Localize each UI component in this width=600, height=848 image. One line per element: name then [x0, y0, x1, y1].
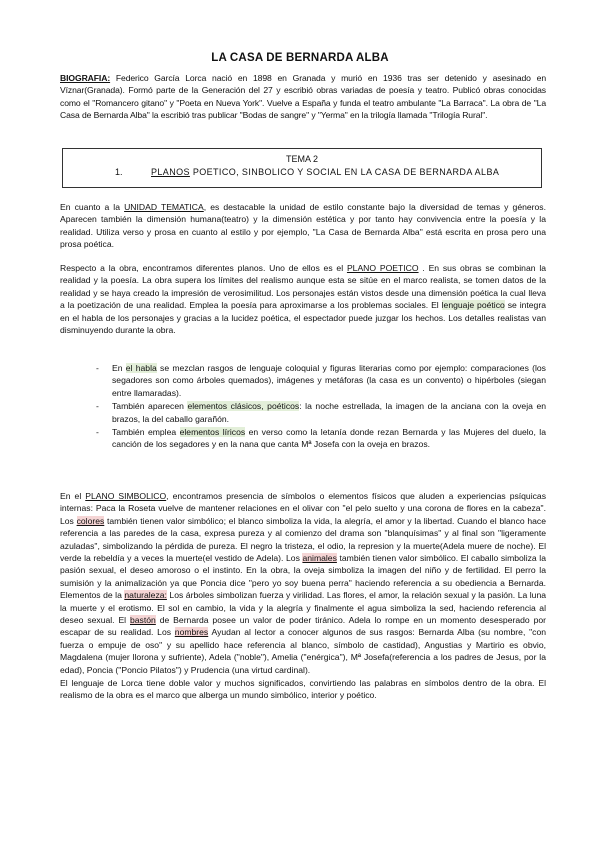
underlined-term: PLANO SIMBOLICO [85, 491, 167, 501]
text-run: se integra en el habla de los personajes y gracias a la lucidez poética, el espectador puede juzgar los hechos. Los detalles realistas van disminuyendo durante la obra. [60, 300, 546, 336]
biography-label: BIOGRAFIA: [60, 73, 111, 83]
highlighted-term: animales [302, 553, 337, 564]
paragraph-conclusion: El lenguaje de Lorca tiene doble valor y muchos significados, convirtiendo las palabras en símbolos dentro de la obra. El realismo de la obra es el marco que alberga un mundo simbólico, interior y poético. [60, 678, 546, 701]
text-run: de Bernarda posee un valor de poder tiránico. Adela lo rompe en un momento desesperado por escapar de su realidad. Los [60, 615, 546, 638]
bullet-dash: - [96, 363, 99, 373]
topic-subtitle-underlined: PLANOS [151, 167, 190, 177]
topic-subtitle-rest: POETICO, SINBOLICO Y SOCIAL EN LA CASA DE BERNARDA ALBA [189, 167, 500, 177]
text-run: También aparecen [112, 401, 188, 412]
underlined-term: PLANO POETICO [346, 263, 419, 273]
text-run: Ayudan al lector a conocer algunos de sus rasgos: Bernarda Alba (su nombre, "con fuerza o empuje de oso" y su apellido hace referencia al blanco, símbolo de castidad), Angustias y Martirio es obvio, Magdalena (mujer llorona y sufriente), Adela ("noble"), Amelia ("enérgica"), Mª Josefa(referencia a los padres de Jesus, por la edad), Poncia ("Poncio Pilatos") y Prudencia (una virtud cardinal). [60, 627, 546, 675]
text-run: En el [60, 491, 86, 501]
list-item [96, 362, 546, 399]
text-run: También emplea [112, 427, 180, 438]
topic-heading: TEMA 2 [285, 154, 318, 164]
text-run: también tienen valor simbólico. El caballo simboliza la pasión sexual, el deseo amoroso o el instinto. En la obra, la oveja simboliza la imagen del niño y de fertilidad. El perro la sumisión y la animalización ya que Poncia dice "pero yo soy buena perra" haciendo referencia a su obediencia a Bernarda. Elementos de la [60, 553, 546, 601]
paragraph-plano-simbolico [60, 490, 546, 676]
biography-paragraph [60, 72, 546, 122]
text-run: también tienen valor simbólico; el blanco simboliza la vida, la alegría, el amor y la libertad. Cuando el blanco hace referencia a las paredes de la casa, expresa pureza y al comienzo del drama son "blanquísimas" y al final son "ligeramente azuladas", simbolizando la pérdida de pureza. El negro la tristeza, el odio, la represion y la muerte(Adela muere de noche). El verde la rebeldía y a veces la muerte(el vestido de Adela). Los [60, 515, 546, 564]
text-run: se mezclan rasgos de lenguaje coloquial y figuras literarias como por ejemplo: comparaciones (los segadores son como árboles quemados), imágenes y metáforas (la casa es un convento) o hipérboles (siegan entre llamaradas). [112, 363, 546, 398]
text-run: Los árboles simbolizan fuerza y virilidad. Las flores, el amor, la relación sexual y la pasión. La luna la muerte y el erotismo. El sol en cambio, la vida y la alegría y finalmente el agua simboliza la sed, haciendo referencia al deseo sexual. El [60, 590, 547, 626]
biography-text: Federico García Lorca nació en 1898 en Granada y murió en 1936 tras ser detenido y asesinado en Víznar(Granada). Formó parte de la Generación del 27 y escribió obras variadas de poesía y teatro. Publicó obras conocidas como el "Romancero gitano" y "Poeta en Nueva York". Vuelve a España y funda el teatro ambulante "La Barraca". La obra de "La Casa de Bernarda Alba" la escribió tras publicar "Bodas de sangre" y "Yerma" en la trilogía llamada "Trilogía Rural". [60, 73, 546, 121]
list-item [96, 426, 546, 451]
text-run: , es destacable la unidad de estilo constante bajo la diversidad de temas y géneros. Aparecen también la dimensión humana(teatro) y la dimensión estética y por tanto hay convivencia entre la poesía y la realidad. Utiliza verso y prosa en cuanto al estilo y por ejemplo, "La Casa de Bernarda Alba" está escrita en prosa pero una prosa poética. [60, 202, 546, 250]
document-title: LA CASA DE BERNARDA ALBA [211, 52, 389, 64]
paragraph-unidad-tematica [60, 201, 546, 251]
paragraph-plano-poetico [60, 262, 546, 336]
bullet-dash: - [96, 427, 99, 438]
highlighted-term: elementos clásicos, poéticos [187, 401, 300, 412]
text-run: En [112, 363, 126, 373]
highlighted-term: colores [76, 515, 105, 526]
highlighted-term: bastón [130, 615, 156, 626]
text-run: Respecto a la obra, encontramos diferentes planos. Uno de ellos es el [60, 263, 347, 273]
bullet-dash: - [96, 401, 99, 412]
highlighted-term: lenguaje poético [441, 300, 505, 311]
highlighted-term: el habla [125, 363, 157, 373]
highlighted-term: nombres [174, 627, 209, 638]
underlined-term: UNIDAD TEMATICA [124, 202, 204, 212]
bullet-list [96, 362, 546, 452]
topic-subtitle [151, 166, 499, 179]
topic-box [62, 148, 542, 188]
text-run: : la noche estrellada, la imagen de la anciana con la oveja en brazos, la del caballo garañón. [112, 401, 547, 424]
text-run: . En sus obras se combinan la realidad y la poesía. La obra supera los límites del realismo aunque esta se sitúe en el marco realista, se tomen datos de la realidad y se haya creado la impresión de verosimilitud. Los personajes están vistos desde una dimensión poética la cual lleva a la poetización de una realidad. Emplea la poesía para aproximarse a los problemas sociales. El [60, 263, 547, 311]
list-item [96, 400, 546, 425]
highlighted-term: naturaleza: [124, 590, 167, 601]
text-run: en verso como la letanía donde rezan Bernarda y las Mujeres del duelo, la canción de los segadores y en la nana que canta Mª Josefa con la oveja en brazos. [112, 427, 546, 450]
text-run: En cuanto a la [60, 202, 125, 212]
topic-number: 1. [115, 167, 123, 177]
text-run: , encontramos presencia de símbolos o elementos físicos que aluden a experiencias psíquicas internas: Paca la Roseta vuelve de mantener relaciones en el olivar con "el pelo suelto y una corona de flores en la cabeza". Los [60, 491, 546, 526]
highlighted-term: elementos líricos [179, 427, 246, 438]
